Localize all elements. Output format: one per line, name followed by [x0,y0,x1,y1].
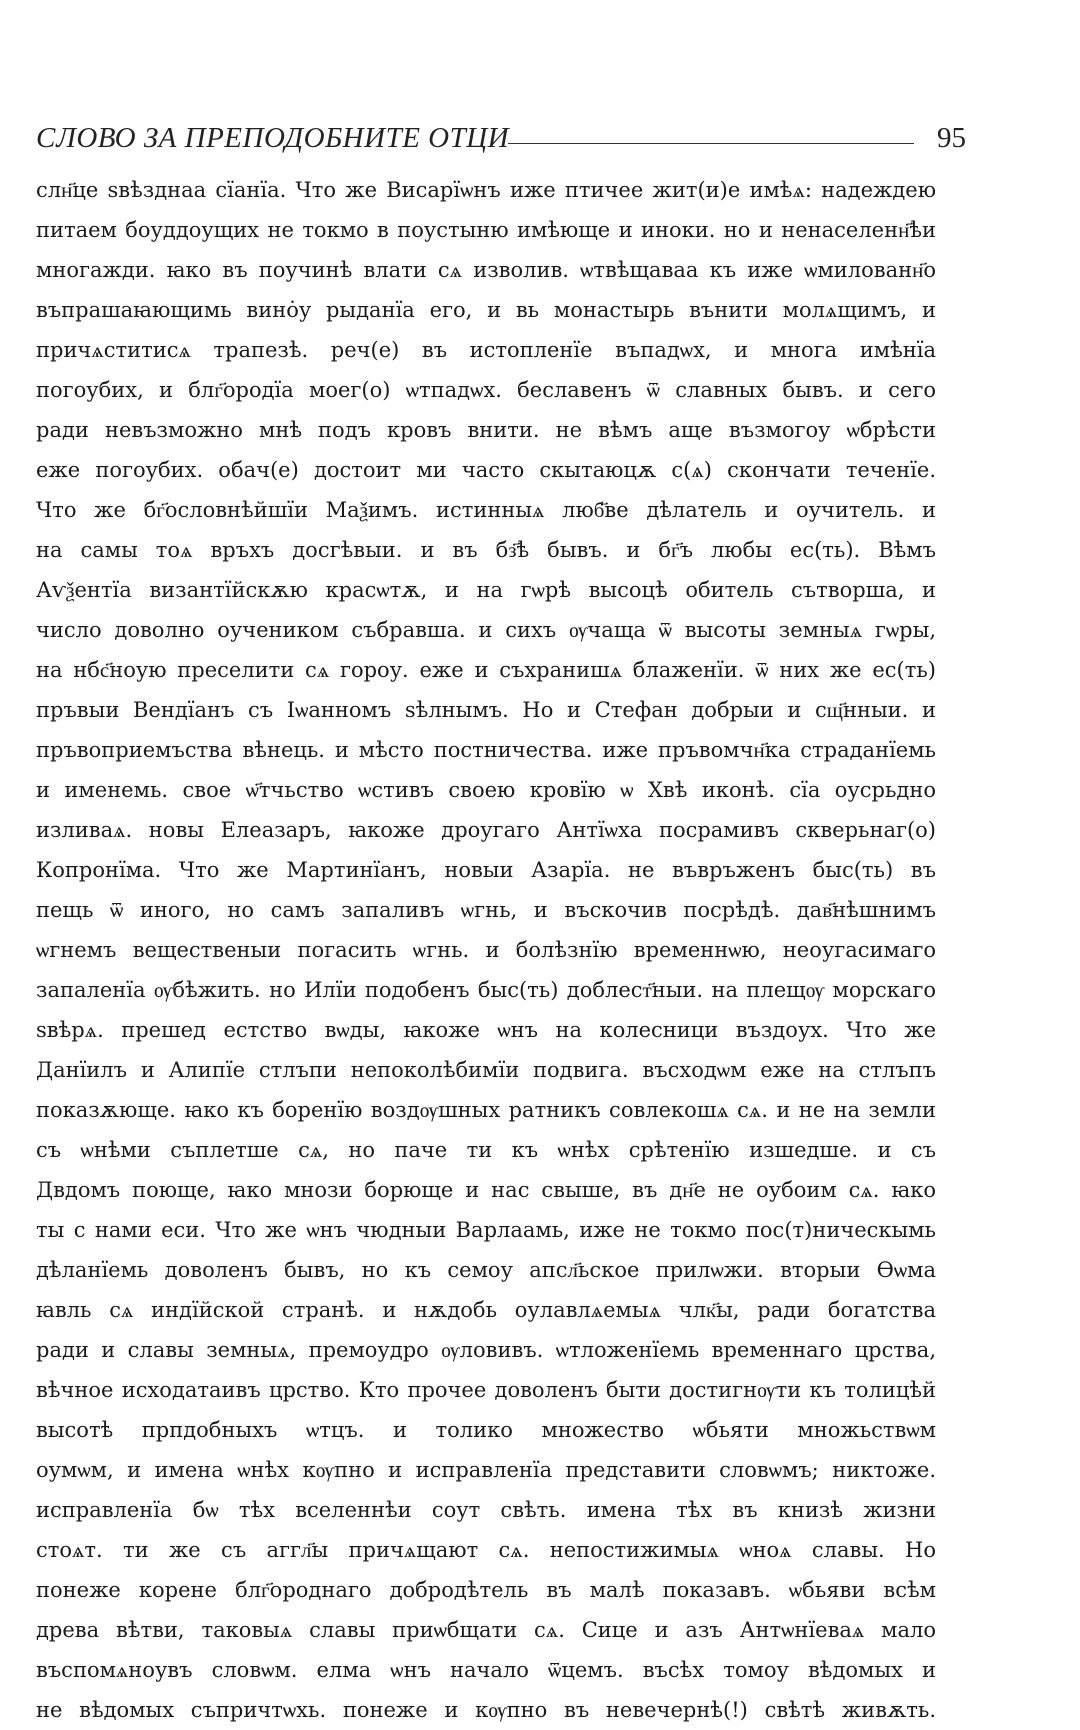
text-line: Что же бг҃ословнѣйшїи Маѯимъ. истинныѧ люб҃ве дѣлатель и оучитель. и [36,498,936,522]
text-line: ѕвѣрѧ. прешед естство вѡды, ꙗкоже ѡнъ на колесници въздоух. Что же [36,1018,936,1042]
text-line: многажди. ꙗко въ поучинѣ влати сѧ изволив. ѡтвѣщаваа къ иже ѡмилованн҃о [36,258,936,282]
text-line: слн҃це ѕвѣзднаа сїанїа. Что же Висарїѡнъ иже птичее жит(и)е имѣѧ: надеждею [36,178,936,202]
text-line: на нбс҃ноую преселити сѧ гороу. еже и съхранишѧ блаженїи. ѿ них же ес(ть) [36,658,936,682]
text-line: понеже корене блг҃ороднаго добродѣтель въ малѣ показавъ. ѡбьяви всѣм [36,1578,936,1602]
text-line: еже погоубих. обач(е) достоит ми часто скытаюцѫ с(ѧ) скончати теченїе. [36,458,936,482]
text-line: Двдомъ поюще, ꙗко мнози борюще и нас свыше, въ дн҃е не оубоим сѧ. ꙗко [36,1178,936,1202]
text-line: и именемь. свое ѡ҃тчьство ѡстивъ своею кровїю ѡ Хвѣ иконѣ. сїа оусрьдно [36,778,936,802]
text-line: съ ѡнѣми съплетше сѧ, но паче ти къ ѡнѣх срѣтенїю изшедше. и съ [36,1138,936,1162]
text-line: дѣланїемь доволенъ бывъ, но къ семоу апсл҃ьское прилѡжи. вторыи Ѳѡма [36,1258,936,1282]
text-line: древа вѣтви, таковыѧ славы приѡбщати сѧ. Сице и азъ Антѡнїеваѧ мало [36,1618,936,1642]
text-line: ѡгнемъ вещественыи погасить ѡгнь. и болѣзнїю временнѡю, неоугасимаго [36,938,936,962]
text-line: оумѡм, и имена ѡнѣх кѹпно и исправленїа представити словѡмъ; никтоже. [36,1458,936,1482]
text-line: пръвыи Вендїанъ съ Iѡанномъ ѕѣлнымъ. Но и Стефан добрыи и сщ҃нныи. и [36,698,936,722]
text-line: исправленїа бѡ тѣх вселеннѣи соут свѣть. имена тѣх въ книзѣ жизни [36,1498,936,1522]
text-line: запаленїа ѹбѣжить. но Илїи подобенъ быс(ть) доблест҃ныи. на плещѹ морскаго [36,978,936,1002]
text-line: пръвоприемъства вѣнець. и мѣсто постничества. иже пръвомчн҃ка страданїемь [36,738,936,762]
text-line: Данїилъ и Алипїе стлъпи непоколѣбимїи подвига. въсходѡм еже на стлъпъ [36,1058,936,1082]
text-line: пещь ѿ иного, но самъ запаливъ ѡгнь, и въскочив посрѣдѣ. дав҃нѣшнимъ [36,898,936,922]
text-line: стоѧт. ти же съ аггл҃ы причѧщают сѧ. непостижимыѧ ѡноѧ славы. Но [36,1538,936,1562]
text-line: питаем боуддоущих не токмо в поустыню имѣюще и иноки. но и ненаселенн҃ѣи [36,218,936,242]
page-number: 95 [937,122,966,154]
running-title: СЛОВО ЗА ПРЕПОДОБНИТЕ ОТЦИ [36,122,510,154]
text-line: Аѵѯентїа византїйскѫю красѡтѫ, и на гѡрѣ высоцѣ обитель сътворша, и [36,578,936,602]
header-rule [508,143,914,144]
text-line: ꙗвль сѧ индїйской странѣ. и нѫдобь оулавлѧемыѧ члк҃ы, ради богатства [36,1298,936,1322]
running-header [36,122,996,162]
text-line: высотѣ прпдобныхъ ѡтцъ. и толико множество ѡбьяти множьствѡм [36,1418,936,1442]
text-line: ради и славы земныѧ, премоудро ѹловивъ. ѡтложенїемь временнаго црства, [36,1338,936,1362]
text-line: Копронїма. Что же Мартинїанъ, новыи Азарїа. не въвръженъ быс(ть) въ [36,858,936,882]
text-line: въпрашаꙗющимь вино̇у рыданїа его, и вь монастырь вънити молѧщимъ, и [36,298,936,322]
text-line: число доволно оучеником събравша. и сихъ ѹчаща ѿ высоты земныѧ гѡры, [36,618,936,642]
text-line: показѫюще. ꙗко къ боренїю воздѹшных ратникъ совлекошѧ сѧ. и не на земли [36,1098,936,1122]
text-line: на самы тоѧ връхъ досгѣвыи. и въ бз҃ѣ бывъ. и бг҃ъ любы ес(ть). Вѣмъ [36,538,936,562]
text-line: вѣчное исходатаивъ црство. Кто прочее доволенъ быти достигнѹти къ толицѣй [36,1378,936,1402]
text-line: причѧститисѧ трапезѣ. реч(е) въ истопленїе въпадѡх, и многа имѣнїа [36,338,936,362]
text-line: изливаѧ. новы Елеазаръ, ꙗкоже дроугаго Антїѡха посрамивъ скверьнаг(о) [36,818,936,842]
text-line: ты с нами еси. Что же ѡнъ чюдныи Варлаамь, иже не токмо пос(т)ническымь [36,1218,936,1242]
text-line: погоубих, и блг҃ородїа моег(о) ѡтпадѡх. беславенъ ѿ славных бывъ. и сего [36,378,936,402]
text-line: въспомѧноувъ словѡм. елма ѡнъ начало ѿцемъ. въсѣх томоу вѣдомых и [36,1658,936,1682]
text-line: ради невъзможно мнѣ подъ кровъ внити. не вѣмъ аще възмогоу ѡбрѣсти [36,418,936,442]
text-line: не вѣдомых съпричтѡхь. понеже и кѹпно въ невечернѣ(!) свѣтѣ живѫть. [36,1698,936,1722]
